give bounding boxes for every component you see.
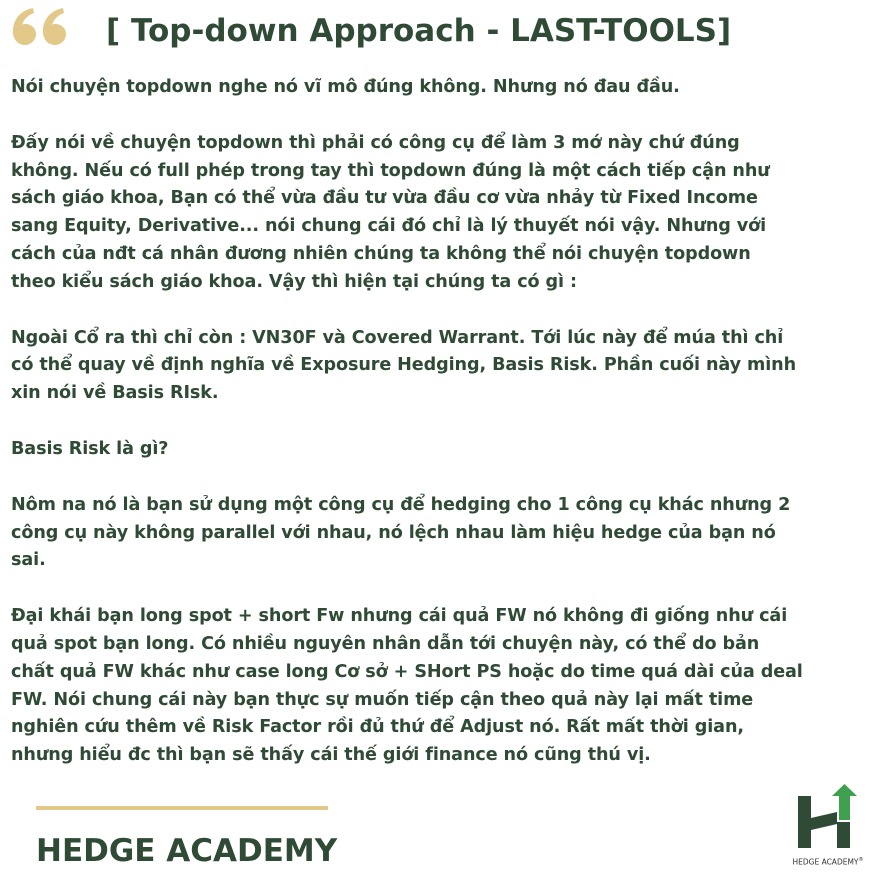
paragraph-example: Đại khái bạn long spot + short Fw nhưng cái quả FW nó không đi giống như cái quả spot bạn long. Có nhiều nguyên nhân dẫn tới chuyện này, có thể do bản chất quả FW khác như case long Cơ sở + SHort PS hoặc do time quá dài của deal FW. Nói chung cái này bạn thực sự muốn tiếp cận theo quả này lại mất time nghiên cứu thêm về Risk Factor rồi đủ thứ để Adjust nó. Rất mất thời gian, nhưng hiểu đc thì bạn sẽ thấy cái thế giới finance nó cũng thú vị. bbox=[11, 606, 803, 766]
page-title: [ Top-down Approach - LAST-TOOLS] bbox=[106, 13, 732, 49]
paragraph-definition: Nôm na nó là bạn sử dụng một công cụ để hedging cho 1 công cụ khác nhưng 2 công cụ này không parallel với nhau, nó lệch nhau làm hiệu hedge của bạn nó sai. bbox=[11, 494, 791, 571]
article-body bbox=[11, 74, 873, 798]
paragraph-topdown-tools: Đấy nói về chuyện topdown thì phải có công cụ để làm 3 mớ này chứ đúng không. Nếu có full phép trong tay thì topdown đúng là một cách tiếp cận như sách giáo khoa, Bạn có thể vừa đầu tư vừa đầu cơ vừa nhảy từ Fixed Income sang Equity, Derivative... nói chung cái đó chỉ là lý thuyết nói vậy. Nhưng với cách của nđt cá nhân đương nhiên chúng ta không thể nói chuyện topdown theo kiểu sách giáo khoa. Vậy thì hiện tại chúng ta có gì : bbox=[11, 132, 770, 292]
hedge-academy-logo bbox=[786, 782, 870, 872]
divider bbox=[36, 806, 328, 810]
quote-icon bbox=[6, 0, 68, 54]
paragraph-instruments: Ngoài Cổ ra thì chỉ còn : VN30F và Covered Warrant. Tới lúc này để múa thì chỉ có thể quay về định nghĩa về Exposure Hedging, Basis Risk. Phần cuối này mình xin nói về Basis RIsk. bbox=[11, 327, 797, 404]
hedge-academy-logo-icon bbox=[786, 782, 870, 854]
paragraph-question: Basis Risk là gì? bbox=[11, 438, 169, 459]
brand-name: HEDGE ACADEMY bbox=[36, 833, 338, 869]
logo-caption: HEDGE ACADEMY® bbox=[792, 857, 864, 867]
paragraph-intro: Nói chuyện topdown nghe nó vĩ mô đúng không. Nhưng nó đau đầu. bbox=[11, 77, 680, 97]
